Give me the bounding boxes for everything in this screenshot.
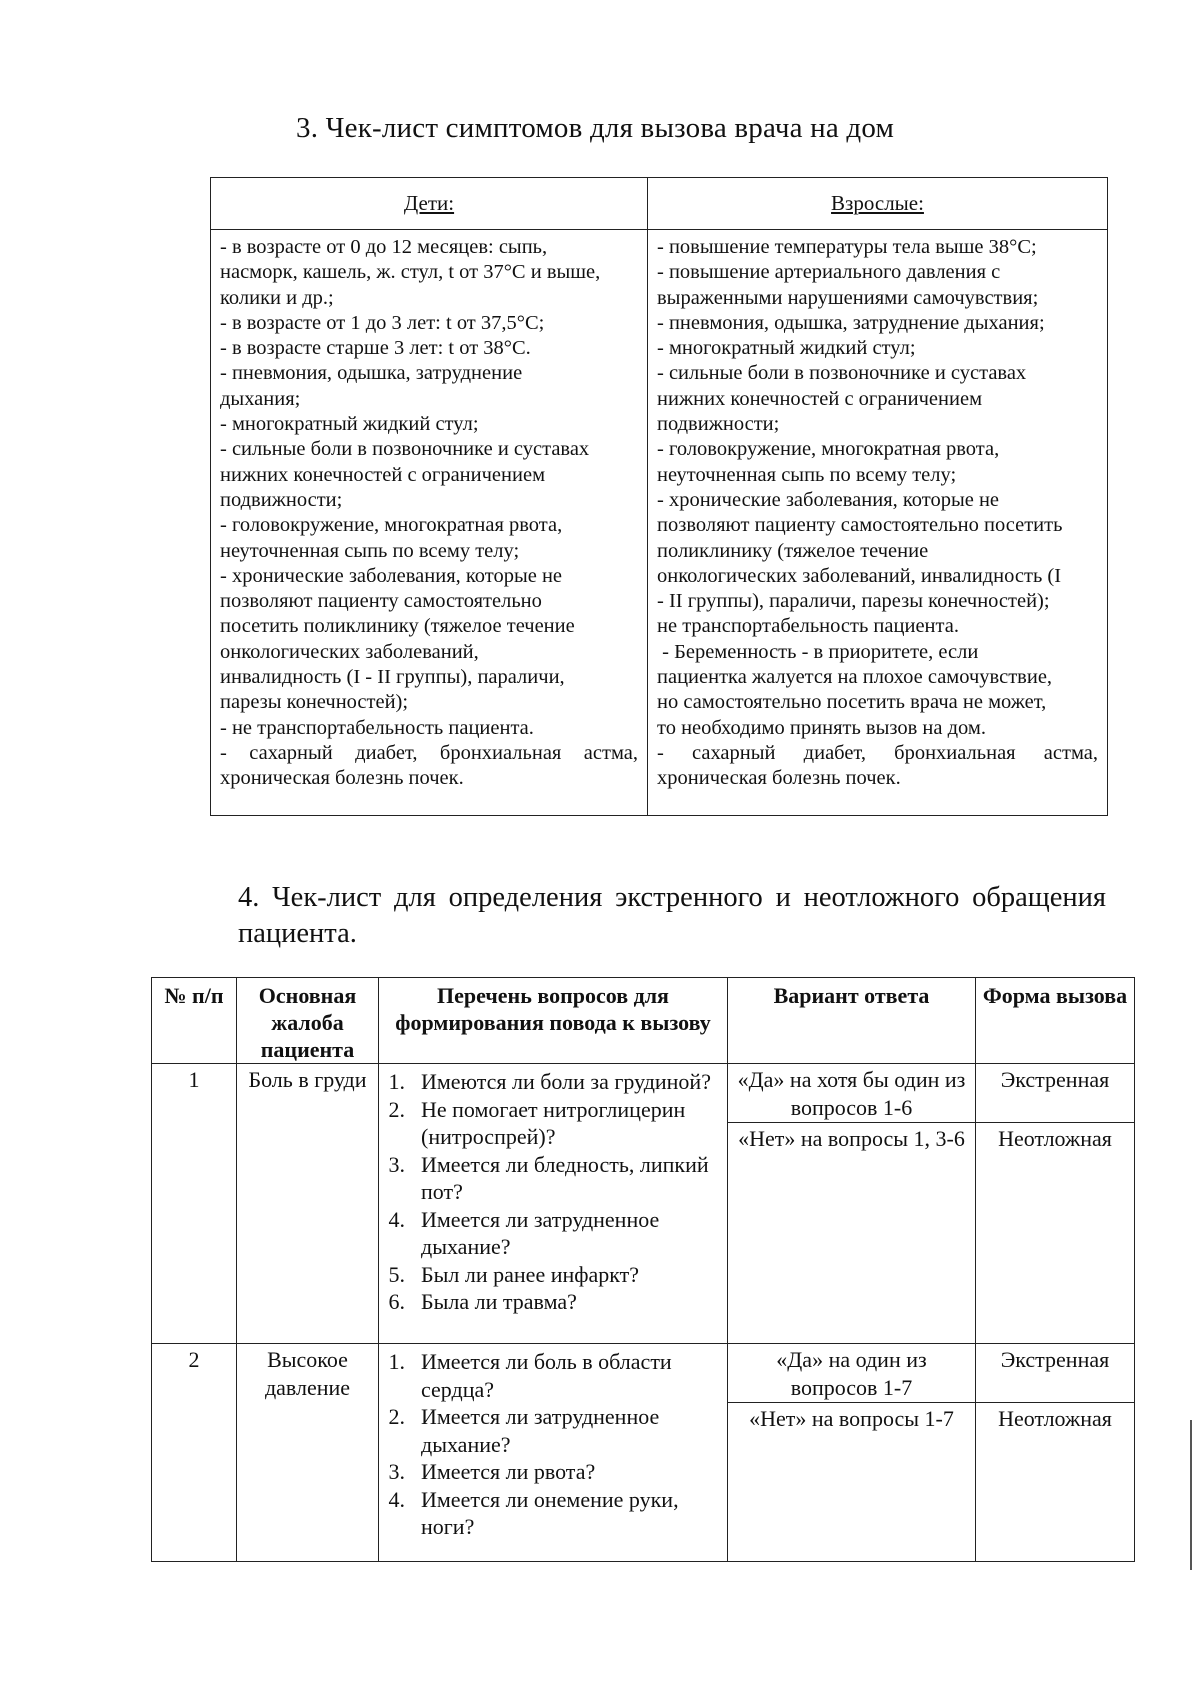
form-emergency: Экстренная	[976, 1344, 1135, 1403]
adults-line: - головокружение, многократная рвота,	[657, 438, 1000, 461]
emergency-urgent-checklist-table	[151, 977, 1135, 1562]
header-complaint: Основная жалоба пациента	[237, 978, 379, 1064]
children-line: - пневмония, одышка, затруднение	[220, 362, 523, 385]
answer-yes: «Да» на один из вопросов 1-7	[728, 1344, 976, 1403]
adults-line: - сахарный диабет, бронхиальная астма,	[657, 741, 1098, 764]
header-num: № п/п	[152, 978, 237, 1064]
children-line: - сахарный диабет, бронхиальная астма,	[220, 741, 638, 764]
children-line: - головокружение, многократная рвота,	[220, 514, 563, 537]
adults-header: Взрослые:	[648, 178, 1108, 230]
children-line: инвалидность (I - II группы), параличи,	[220, 666, 565, 689]
scan-edge-line	[1190, 1420, 1192, 1570]
section4-title: 4. Чек-лист для определения экстренного и неотложного обращения пациента.	[238, 882, 1106, 949]
row-questions	[379, 1064, 728, 1344]
adults-line: - повышение артериального давления с	[657, 261, 1001, 284]
table-row	[152, 1344, 1135, 1403]
children-line: - не транспортабельность пациента.	[220, 716, 534, 739]
children-line: дыхания;	[220, 387, 301, 410]
children-line: нижних конечностей с ограничением	[220, 463, 546, 486]
form-urgent: Неотложная	[976, 1123, 1135, 1344]
answer-no: «Нет» на вопросы 1, 3-6	[728, 1123, 976, 1344]
children-line: насморк, кашель, ж. стул, t от 37°С и выше,	[220, 261, 601, 284]
children-line: - хронические заболевания, которые не	[220, 564, 563, 587]
adults-line: позволяют пациенту самостоятельно посетить	[657, 514, 1063, 537]
children-line: - в возрасте от 1 до 3 лет: t от 37,5°С;	[220, 311, 545, 334]
children-line: посетить поликлинику (тяжелое течение	[220, 615, 575, 638]
question-item: 1. Имеется ли боль в области сердца?	[388, 1349, 672, 1402]
children-line: хроническая болезнь почек.	[220, 767, 464, 790]
answer-yes: «Да» на хотя бы один из вопросов 1-6	[728, 1064, 976, 1123]
adults-line: но самостоятельно посетить врача не может,	[657, 691, 1047, 714]
header-answer: Вариант ответа	[728, 978, 976, 1064]
row-complaint: Высокое давление	[237, 1344, 379, 1562]
question-item: 3. Имеется ли рвота?	[388, 1459, 596, 1485]
section3-title: 3. Чек-лист симптомов для вызова врача на дом	[296, 112, 895, 144]
children-line: - в возрасте от 0 до 12 месяцев: сыпь,	[220, 236, 548, 258]
adults-line: хроническая болезнь почек.	[657, 767, 901, 790]
question-item: 4. Имеется ли онемение руки, ноги?	[388, 1486, 679, 1540]
adults-line: - сильные боли в позвоночнике и суставах	[657, 362, 1027, 385]
children-symptoms-cell	[211, 230, 648, 816]
adults-line: то необходимо принять вызов на дом.	[657, 716, 987, 739]
adults-line: - хронические заболевания, которые не	[657, 488, 1000, 511]
header-questions: Перечень вопросов для формирования повода к вызову	[379, 978, 728, 1064]
adults-line: - пневмония, одышка, затруднение дыхания;	[657, 311, 1045, 334]
row-number: 2	[152, 1344, 237, 1562]
children-line: неуточненная сыпь по всему телу;	[220, 539, 520, 562]
question-item: 5. Был ли ранее инфаркт?	[388, 1261, 640, 1287]
adults-line: не транспортабельность пациента.	[657, 615, 959, 638]
home-visit-symptoms-table	[210, 177, 1108, 816]
children-line: парезы конечностей);	[220, 691, 409, 714]
adults-line: нижних конечностей с ограничением	[657, 387, 983, 410]
adults-line: неуточненная сыпь по всему телу;	[657, 463, 957, 486]
children-line: - в возрасте старше 3 лет: t от 38°С.	[220, 337, 531, 360]
table-row	[152, 1064, 1135, 1123]
adults-line: - многократный жидкий стул;	[657, 337, 916, 360]
question-item: 1. Имеются ли боли за грудиной?	[388, 1069, 711, 1094]
question-item: 2. Не помогает нитроглицерин (нитроспрей)?	[388, 1096, 686, 1149]
question-item: 4. Имеется ли затрудненное дыхание?	[388, 1206, 660, 1259]
adults-symptoms-cell	[648, 230, 1108, 816]
children-header: Дети:	[211, 178, 648, 230]
row-questions	[379, 1344, 728, 1562]
header-form: Форма вызова	[976, 978, 1135, 1064]
row-number: 1	[152, 1064, 237, 1344]
children-line: - многократный жидкий стул;	[220, 413, 479, 436]
question-item: 6. Была ли травма?	[388, 1289, 577, 1314]
adults-line: - II группы), параличи, парезы конечностей);	[657, 590, 1050, 613]
adults-line: пациентка жалуется на плохое самочувствие,	[657, 666, 1053, 689]
adults-line: поликлинику (тяжелое течение	[657, 539, 929, 562]
form-emergency: Экстренная	[976, 1064, 1135, 1123]
question-item: 2. Имеется ли затрудненное дыхание?	[388, 1404, 660, 1457]
children-line: колики и др.;	[220, 286, 334, 309]
answer-no: «Нет» на вопросы 1-7	[728, 1403, 976, 1562]
adults-line: - повышение температуры тела выше 38°С;	[657, 236, 1037, 258]
adults-line: подвижности;	[657, 413, 780, 436]
adults-line: выраженными нарушениями самочувствия;	[657, 286, 1039, 309]
children-line: онкологических заболеваний,	[220, 640, 479, 663]
adults-line: - Беременность - в приоритете, если	[657, 640, 979, 663]
form-urgent: Неотложная	[976, 1403, 1135, 1562]
children-line: - сильные боли в позвоночнике и суставах	[220, 438, 590, 461]
children-line: позволяют пациенту самостоятельно	[220, 590, 542, 613]
question-item: 3. Имеется ли бледность, липкий пот?	[388, 1151, 709, 1204]
row-complaint: Боль в груди	[237, 1064, 379, 1344]
adults-line: онкологических заболеваний, инвалидность (I	[657, 564, 1062, 587]
children-line: подвижности;	[220, 488, 343, 511]
